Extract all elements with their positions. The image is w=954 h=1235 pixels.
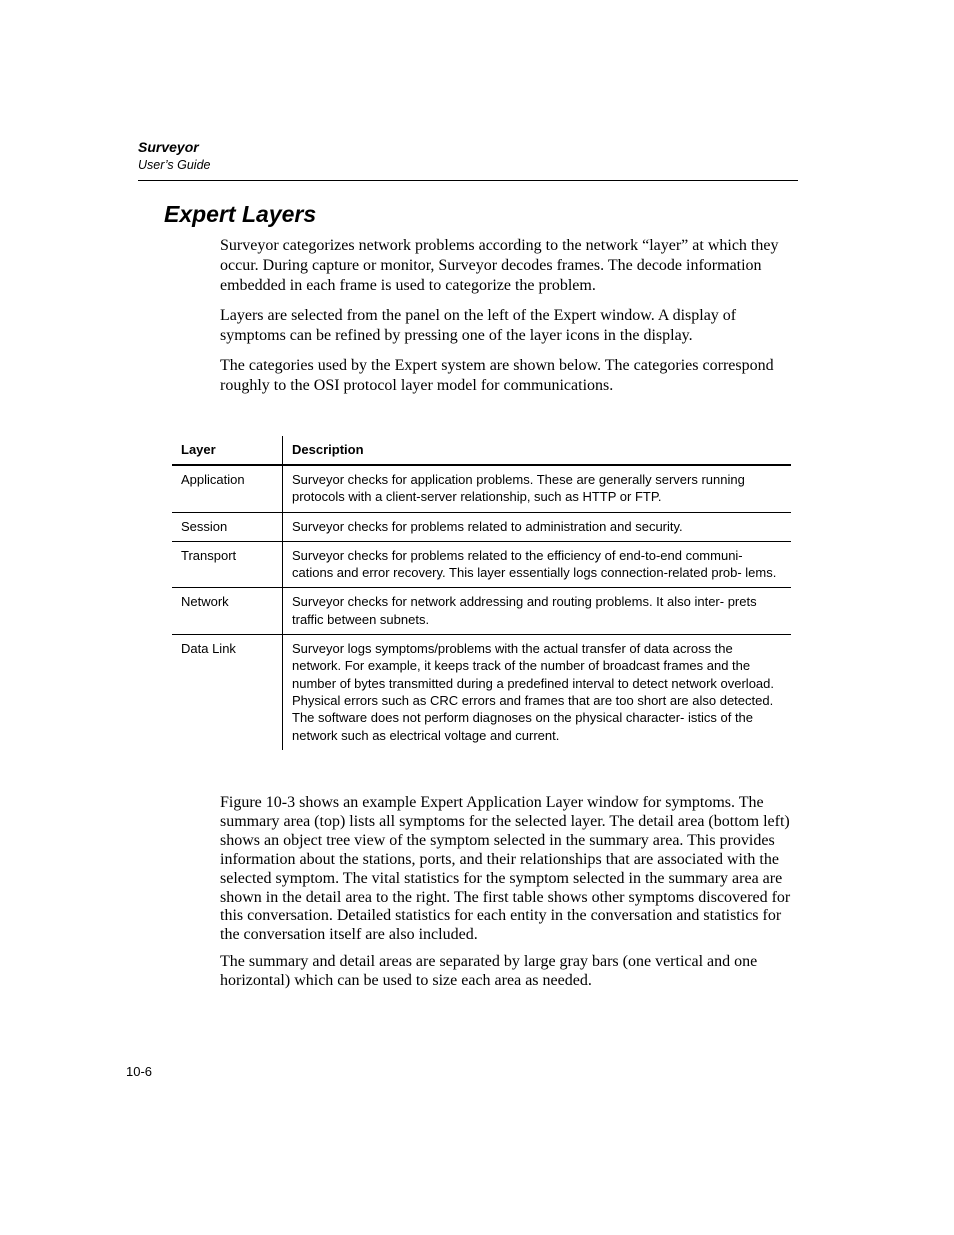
description-cell: Surveyor checks for network addressing and routing problems. It also inter- prets traffic between subnets. [292, 594, 757, 627]
intro-paragraph-2: Layers are selected from the panel on the left of the Expert window. A display of symptoms can be refined by pressing one of the layer icons in the display. [220, 307, 737, 344]
table-header-row [172, 436, 791, 466]
table-row [172, 588, 791, 635]
layer-cell: Data Link [172, 635, 283, 750]
header-layer: Layer [172, 436, 283, 464]
intro-paragraph-3: The categories used by the Expert system are shown below. The categories correspond roughly to the OSI protocol layer model for communications. [220, 357, 774, 394]
description-cell [283, 635, 791, 750]
section-title: Expert Layers [164, 201, 317, 227]
closing-paragraph-1: Figure 10-3 shows an example Expert Application Layer window for symptoms. The summary area (top) lists all symptoms for the selected layer. The detail area (bottom left) shows an object tree view of the symptom selected in the summary area. This provides information about the stations, ports, and their relationships that are associated with the selected symptom. The vital statistics for the symptom selected in the summary area are shown in the detail area to the right. The first table shows other symptoms discovered for this conversation. Detailed statistics for each entity in the conversation and statistics for the conversation itself are also included. [220, 794, 791, 944]
description-cell: Surveyor checks for problems related to administration and security. [292, 518, 683, 534]
description-text-extra: Physical errors such as CRC errors and frames that are too short are also detected. The software does not perform diagnoses on the physical character- istics of the network such as electrical voltage and current. [292, 692, 774, 743]
description-cell: Surveyor checks for problems related to the efficiency of end-to-end communi- cations and error recovery. This layer essentially logs connection-related prob- lems. [292, 547, 777, 581]
header-description: Description [292, 442, 364, 457]
header-rule [138, 180, 798, 181]
page-number: 10-6 [126, 1064, 153, 1079]
intro-paragraph-1: Surveyor categorizes network problems according to the network “layer” at which they occur. During capture or monitor, Surveyor decodes frames. The decode information embedded in each frame is used to categorize the problem. [220, 237, 779, 294]
running-header-subtitle: User’s Guide [138, 158, 211, 172]
table-row [172, 513, 791, 542]
layer-cell: Application [172, 466, 283, 512]
table-row [172, 542, 791, 589]
table-row [172, 635, 791, 750]
running-header-title: Surveyor [138, 139, 199, 155]
layer-cell: Transport [172, 542, 283, 588]
description-cell: Surveyor checks for application problems. These are generally servers running protocols with a client-server relationship, such as HTTP or FTP. [292, 472, 745, 505]
layer-cell: Network [172, 588, 283, 634]
layer-table [172, 436, 791, 750]
description-text: Surveyor logs symptoms/problems with the actual transfer of data across the network. For example, it keeps track of the number of broadcast frames and the number of bytes transmitted during a predefined interval to detect network overload. [292, 641, 774, 691]
table-row [172, 466, 791, 513]
layer-cell: Session [172, 513, 283, 541]
closing-paragraph-2: The summary and detail areas are separated by large gray bars (one vertical and one horizontal) which can be used to size each area as needed. [220, 953, 758, 989]
